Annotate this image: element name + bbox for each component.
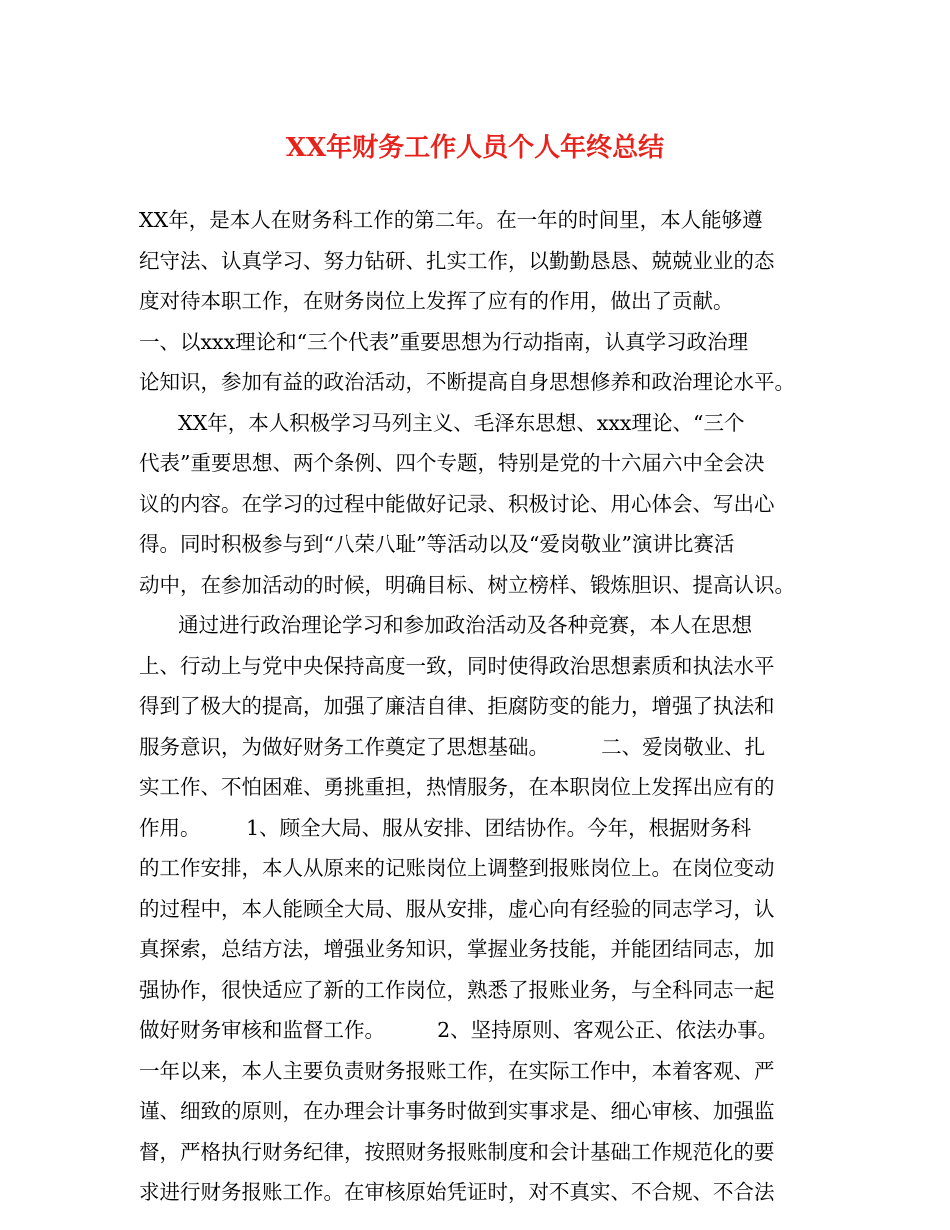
document-body: [139, 200, 829, 1213]
body-text-line: 得。同时积极参与到“八荣八耻”等活动以及“爱岗敬业”演讲比赛活: [139, 532, 735, 556]
body-text-line: 实工作、不怕困难、勇挑重担，热情服务，在本职岗位上发挥出应有的: [139, 775, 775, 799]
body-text-line: 谨、细致的原则，在办理会计事务时做到实事求是、细心审核、加强监: [139, 1099, 775, 1123]
body-text-line: XX年，本人积极学习马列主义、毛泽东思想、xxx理论、“三个: [139, 410, 745, 435]
body-text-line: 作用。 1、顾全大局、服从安排、团结协作。今年，根据财务科: [139, 815, 752, 840]
body-text-line: 服务意识，为做好财务工作奠定了思想基础。 二、爱岗敬业、扎: [139, 734, 766, 759]
body-text-line: 得到了极大的提高，加强了廉洁自律、拒腐防变的能力，增强了执法和: [139, 694, 775, 718]
document-title: XX年财务工作人员个人年终总结: [285, 133, 665, 163]
body-text-line: 强协作，很快适应了新的工作岗位，熟悉了报账业务，与全科同志一起: [139, 977, 775, 1002]
body-text-line: 动中，在参加活动的时候，明确目标、树立榜样、锻炼胆识、提高认识。: [139, 572, 795, 597]
body-text-line: 求进行财务报账工作。在审核原始凭证时，对不真实、不合规、不合法: [139, 1180, 775, 1204]
body-text-line: 议的内容。在学习的过程中能做好记录、积极讨论、用心体会、写出心: [139, 491, 775, 516]
body-text-line: 一年以来，本人主要负责财务报账工作，在实际工作中，本着客观、严: [139, 1058, 775, 1083]
body-text-line: 通过进行政治理论学习和参加政治活动及各种竞赛，本人在思想: [139, 613, 753, 637]
body-text-line: XX年，是本人在财务科工作的第二年。在一年的时间里，本人能够遵: [139, 208, 763, 232]
body-text-line: 代表”重要思想、两个条例、四个专题，特别是党的十六届六中全会决: [139, 451, 765, 475]
body-text-line: 督，严格执行财务纪律，按照财务报账制度和会计基础工作规范化的要: [139, 1139, 775, 1164]
body-text-line: 上、行动上与党中央保持高度一致，同时使得政治思想素质和执法水平: [139, 653, 775, 678]
body-text-line: 做好财务审核和监督工作。 2、坚持原则、客观公正、依法办事。: [139, 1018, 779, 1042]
body-text-line: 一、以xxx理论和“三个代表”重要思想为行动指南，认真学习政治理: [139, 329, 749, 354]
body-text-line: 的过程中，本人能顾全大局、服从安排，虚心向有经验的同志学习，认: [139, 896, 775, 921]
body-text-line: 真探索，总结方法，增强业务知识，掌握业务技能，并能团结同志，加: [139, 937, 775, 961]
body-text-line: 的工作安排，本人从原来的记账岗位上调整到报账岗位上。在岗位变动: [139, 856, 775, 880]
body-text-line: 论知识，参加有益的政治活动，不断提高自身思想修养和政治理论水平。: [139, 370, 795, 394]
body-text-line: 纪守法、认真学习、努力钻研、扎实工作，以勤勤恳恳、兢兢业业的态: [139, 248, 775, 273]
body-text-line: 度对待本职工作，在财务岗位上发挥了应有的作用，做出了贡献。: [139, 289, 734, 313]
